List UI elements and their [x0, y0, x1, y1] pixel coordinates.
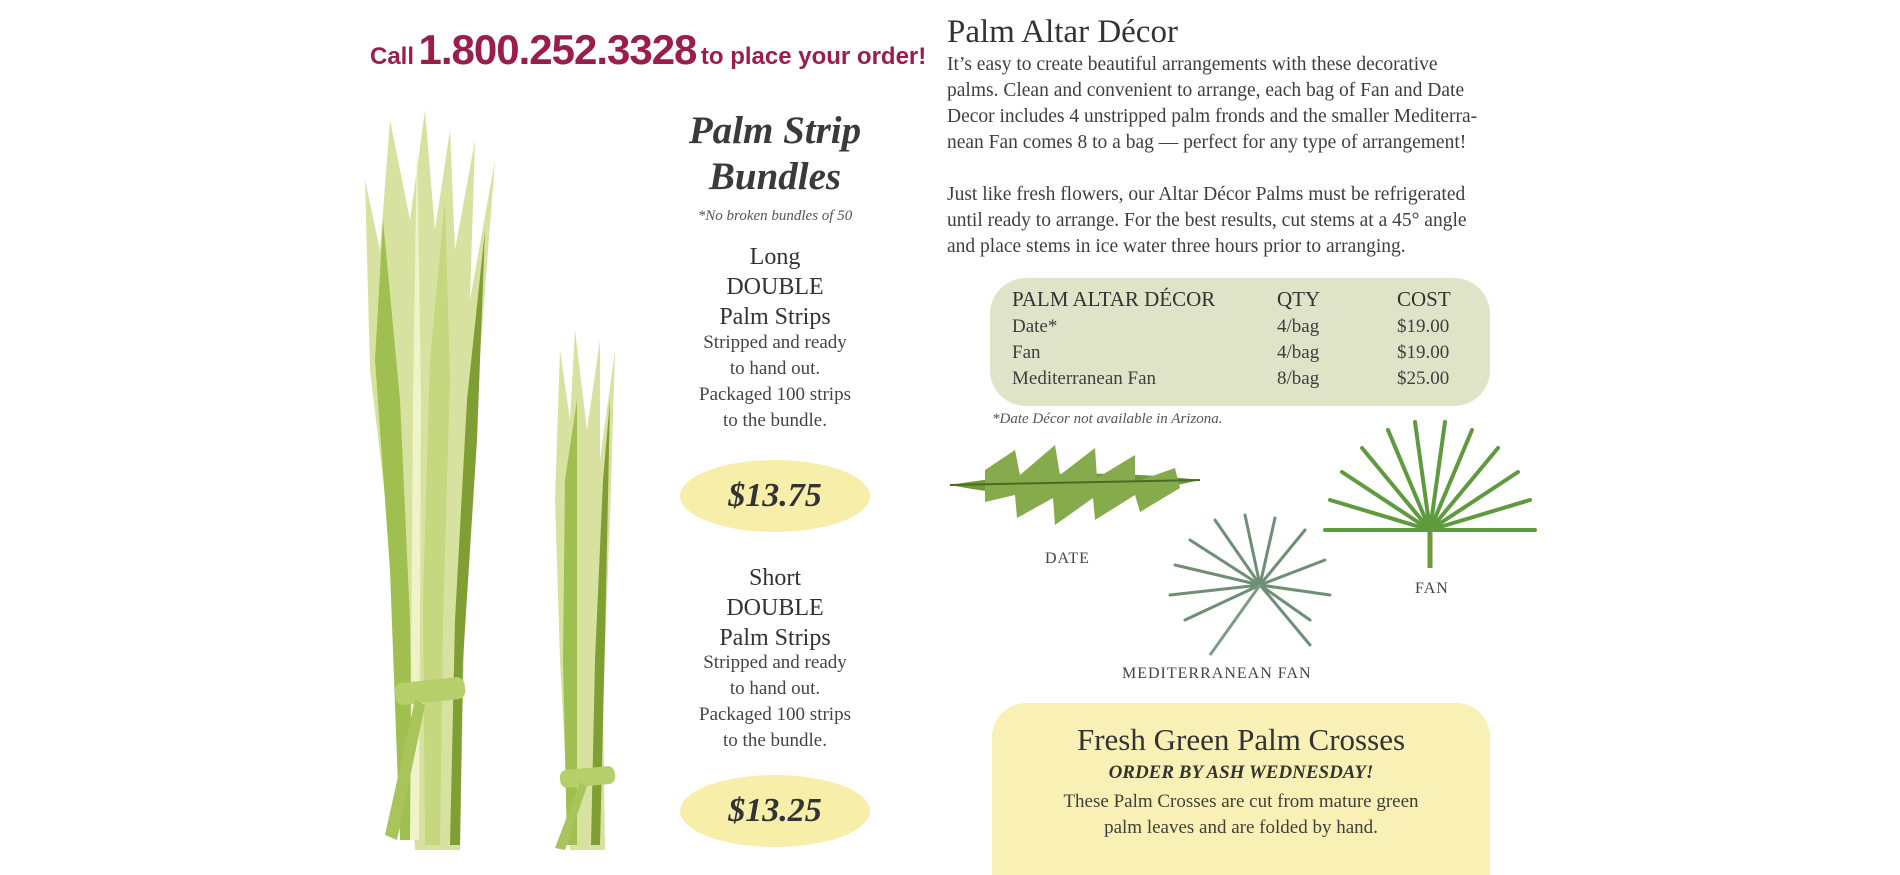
long-strips-heading: [650, 242, 900, 332]
long-head-line1: Long: [749, 244, 801, 270]
row-item: Mediterranean Fan: [1012, 368, 1157, 389]
long-desc-line2: to hand out.: [729, 358, 821, 379]
mediterranean-fan-image: [1150, 510, 1340, 660]
order-phone-line: [370, 26, 926, 74]
long-desc-line1: Stripped and ready: [703, 332, 847, 353]
short-head-line1: Short: [748, 565, 801, 591]
table-row: [1012, 340, 1477, 366]
long-head-line3: Palm Strips: [719, 304, 831, 330]
palm-crosses-deadline: ORDER BY ASH WEDNESDAY!: [1108, 762, 1374, 783]
altar-paragraph-1: [947, 52, 1567, 156]
palm-crosses-title: Fresh Green Palm Crosses: [1076, 722, 1406, 757]
short-bundle-image: [555, 330, 616, 850]
col-header-qty: QTY: [1277, 286, 1321, 311]
short-head-line2: DOUBLE: [726, 595, 824, 621]
short-desc-line2: to hand out.: [729, 678, 821, 699]
short-strips-description: [650, 650, 900, 754]
fan-label: FAN: [1415, 580, 1449, 597]
row-cost: $19.00: [1397, 316, 1450, 337]
altar-p1-line1: It’s easy to create beautiful arrangements with these decorative: [947, 54, 1438, 75]
long-price: $13.75: [728, 477, 822, 514]
table-row: [1012, 314, 1477, 340]
crosses-desc-line2: palm leaves and are folded by hand.: [1104, 817, 1378, 838]
short-desc-line3: Packaged 100 strips: [699, 704, 851, 725]
short-desc-line1: Stripped and ready: [703, 652, 847, 673]
long-bundle-image: [365, 110, 495, 850]
table-row: [1012, 366, 1477, 392]
row-qty: 4/bag: [1277, 342, 1320, 363]
long-strips-description: [650, 330, 900, 434]
call-suffix: to place your order!: [700, 43, 927, 70]
crosses-desc-line1: These Palm Crosses are cut from mature green: [1063, 791, 1419, 812]
altar-paragraph-2: [947, 182, 1567, 260]
short-strips-heading: [650, 563, 900, 653]
long-head-line2: DOUBLE: [726, 274, 824, 300]
long-desc-line4: to the bundle.: [723, 410, 827, 431]
palm-strip-title: [650, 108, 900, 200]
date-label: DATE: [1045, 550, 1090, 567]
altar-p1-line2: palms. Clean and convenient to arrange, each bag of Fan and Date: [947, 80, 1465, 101]
row-qty: 4/bag: [1277, 316, 1320, 337]
palm-strip-note: *No broken bundles of 50: [697, 208, 853, 224]
short-head-line3: Palm Strips: [719, 625, 831, 651]
altar-table: [1012, 284, 1477, 392]
palm-strip-bundles-image: [355, 100, 655, 860]
altar-p1-line3: Decor includes 4 unstripped palm fronds and the smaller Mediterra-: [947, 106, 1478, 127]
fan-palm-image: [1320, 420, 1540, 570]
palm-crosses-description: [1010, 789, 1472, 841]
altar-p2-line1: Just like fresh flowers, our Altar Décor Palms must be refrigerated: [947, 184, 1466, 205]
altar-price-table: [990, 278, 1490, 406]
row-qty: 8/bag: [1277, 368, 1320, 389]
altar-p2-line3: and place stems in ice water three hours prior to arranging.: [947, 236, 1406, 257]
phone-number[interactable]: 1.800.252.3328: [418, 26, 697, 73]
table-header-row: [1012, 284, 1477, 314]
call-prefix: Call: [370, 43, 415, 70]
row-item: Fan: [1012, 342, 1041, 363]
long-desc-line3: Packaged 100 strips: [699, 384, 851, 405]
palm-strip-title-line2: Bundles: [708, 155, 842, 198]
row-item: Date*: [1012, 316, 1058, 337]
col-header-cost: COST: [1397, 286, 1451, 311]
date-availability-note: *Date Décor not available in Arizona.: [992, 411, 1223, 427]
altar-p2-line2: until ready to arrange. For the best results, cut stems at a 45° angle: [947, 210, 1467, 231]
col-header-item: PALM ALTAR DÉCOR: [1012, 286, 1216, 311]
row-cost: $25.00: [1397, 368, 1450, 389]
palm-strip-title-line1: Palm Strip: [688, 109, 862, 152]
altar-decor-title: Palm Altar Décor: [947, 14, 1178, 50]
short-price: $13.25: [728, 792, 822, 829]
mediterranean-fan-label: MEDITERRANEAN FAN: [1122, 665, 1312, 682]
short-desc-line4: to the bundle.: [723, 730, 827, 751]
altar-p1-line4: nean Fan comes 8 to a bag — perfect for any type of arrangement!: [947, 132, 1467, 153]
row-cost: $19.00: [1397, 342, 1450, 363]
